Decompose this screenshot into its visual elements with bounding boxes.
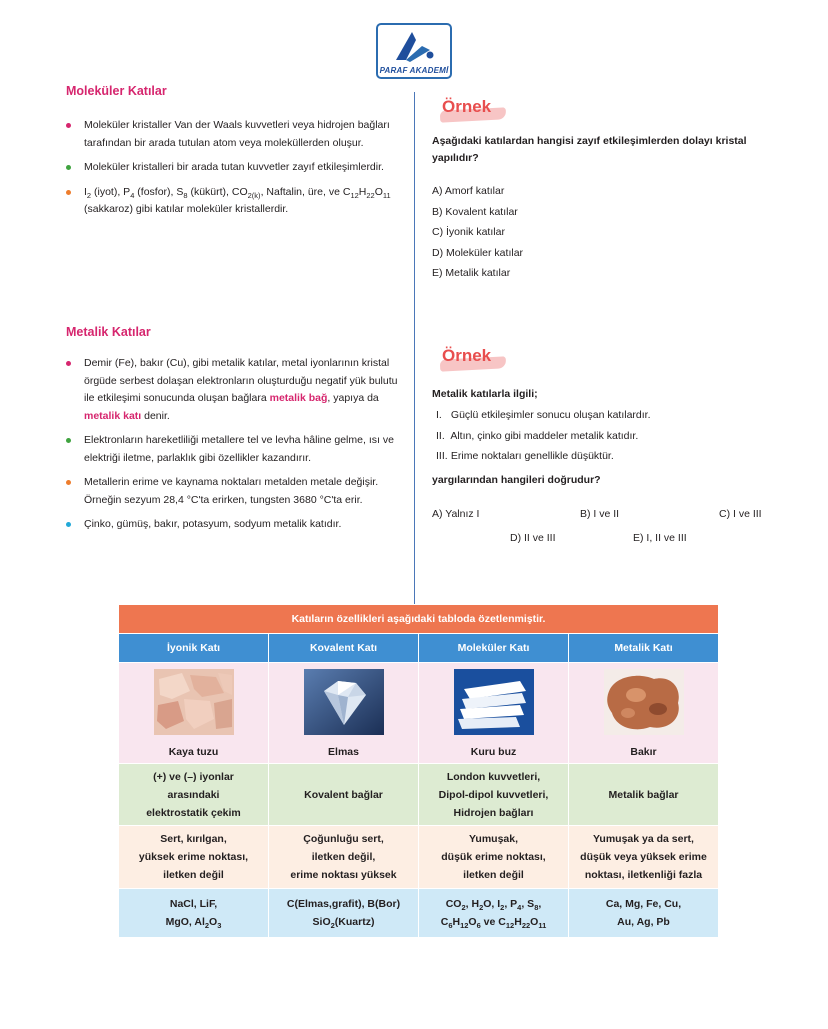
bullet-icon xyxy=(66,165,71,170)
option-c[interactable]: C) I ve III xyxy=(719,508,762,520)
dry-ice-image xyxy=(454,669,534,735)
caption-copper: Bakır xyxy=(630,746,657,758)
statement-3: III. Erime noktaları genellikle düşüktür. xyxy=(436,450,614,462)
list-item: Demir (Fe), bakır (Cu), gibi metalik katılar, metal iyonlarının kristal örgüde serbest dolaşan elektronların oluşturduğu negatif yük bulutu ile etkileşimi sonucunda oluşan bağlara metalik bağ, yapıya da metalik katı denir. xyxy=(66,355,398,425)
example-label-2: Örnek xyxy=(440,346,510,372)
bullet-icon xyxy=(66,361,71,366)
bullet-icon xyxy=(66,522,71,527)
cell-molecular-example xyxy=(419,663,569,764)
column-divider xyxy=(414,92,415,604)
statement-2: II. Altın, çinko gibi maddeler metalik katıdır. xyxy=(436,429,639,442)
option-d[interactable]: D) II ve III xyxy=(510,532,556,544)
caption-rock-salt: Kaya tuzu xyxy=(168,746,219,758)
bullet-icon xyxy=(66,480,71,485)
list-item: Moleküler kristaller Van der Waals kuvvetleri veya hidrojen bağları tarafından bir arada tutulan atom veya moleküllerden oluşur. xyxy=(66,117,398,152)
header-covalent: Kovalent Katı xyxy=(269,634,419,663)
option-c[interactable]: C) İyonik katılar xyxy=(432,226,505,238)
cell-ionic-example xyxy=(119,663,269,764)
table-row xyxy=(119,663,719,764)
rock-salt-image xyxy=(154,669,234,735)
cell-covalent-formulas: C(Elmas,grafit), B(Bor) SiO$_2$(Kuartz) xyxy=(269,889,419,938)
option-d[interactable]: D) Moleküler katılar xyxy=(432,246,524,259)
table-row xyxy=(119,889,719,938)
cell-ionic-bond: (+) ve (–) iyonlar arasındaki elektrostatik çekim xyxy=(119,764,269,826)
cell-molecular-formulas: $CO_2$, $H_2O$, $I_2$, $P_4$, $S_8$, $C_6H_{12}O_6$ ve $C_{12}H_{22}O_{11}$ xyxy=(419,889,569,938)
list-item: $I_2$ (iyot), $P_4$ (fosfor), $S_8$ (kükürt), $CO_{2(k)}$, Naftalin, üre, ve $C_{12}H_{22}O_{11}$ (sakkaroz) gibi katılar moleküler kristallerdir. xyxy=(66,184,398,219)
caption-dry-ice: Kuru buz xyxy=(470,746,517,758)
option-a[interactable]: A) Yalnız I xyxy=(432,508,480,520)
logo-mark-icon xyxy=(392,28,438,64)
list-item: Metallerin erime ve kaynama noktaları metalden metale değişir. Örneğin sezyum 28,4 °C'ta erirken, tungsten 3680 °C'ta erir. xyxy=(66,474,398,509)
table-row xyxy=(119,764,719,826)
logo xyxy=(376,23,452,79)
list-item: Çinko, gümüş, bakır, potasyum, sodyum metalik katıdır. xyxy=(66,516,398,534)
section-title-metallic: Metalik Katılar xyxy=(66,325,151,339)
copper-image xyxy=(604,669,684,735)
header-ionic: İyonik Katı xyxy=(119,634,269,663)
diamond-image xyxy=(304,669,384,735)
option-b[interactable]: B) I ve II xyxy=(580,508,620,520)
molecular-list xyxy=(66,117,398,219)
header-molecular: Moleküler Katı xyxy=(419,634,569,663)
properties-table xyxy=(118,604,719,938)
example-1-options xyxy=(432,181,523,284)
table-row xyxy=(119,826,719,889)
cell-metallic-formulas: Ca, Mg, Fe, Cu, Au, Ag, Pb xyxy=(569,889,719,938)
cell-ionic-props: Sert, kırılgan, yüksek erime noktası, iletken değil xyxy=(119,826,269,889)
option-b[interactable]: B) Kovalent katılar xyxy=(432,205,518,218)
bullet-icon xyxy=(66,438,71,443)
metallic-list xyxy=(66,355,398,534)
cell-covalent-example xyxy=(269,663,419,764)
table-title: Katıların özellikleri aşağıdaki tabloda özetlenmiştir. xyxy=(119,605,719,634)
cell-molecular-bond: London kuvvetleri, Dipol-dipol kuvvetleri, Hidrojen bağları xyxy=(419,764,569,826)
example-2-statements xyxy=(436,405,651,467)
logo-text: PARAF AKADEMİ xyxy=(379,66,449,75)
statement-1: I. Güçlü etkileşimler sonucu oluşan katılardır. xyxy=(436,409,651,421)
cell-metallic-bond: Metalik bağlar xyxy=(569,764,719,826)
highlight-metalik-kati: metalik katı xyxy=(84,409,142,422)
header-metallic: Metalik Katı xyxy=(569,634,719,663)
option-e[interactable]: E) I, II ve III xyxy=(633,532,687,544)
list-item: Moleküler kristalleri bir arada tutan kuvvetler zayıf etkileşimlerdir. xyxy=(66,159,398,177)
cell-metallic-props: Yumuşak ya da sert, düşük veya yüksek erime noktası, iletkenliği fazla xyxy=(569,826,719,889)
example-2-intro: Metalik katılarla ilgili; xyxy=(432,388,538,400)
section-title-molecular: Moleküler Katılar xyxy=(66,84,167,98)
option-e[interactable]: E) Metalik katılar xyxy=(432,267,511,279)
example-2-question: yargılarından hangileri doğrudur? xyxy=(432,474,601,486)
option-a[interactable]: A) Amorf katılar xyxy=(432,185,505,197)
cell-molecular-props: Yumuşak, düşük erime noktası, iletken değil xyxy=(419,826,569,889)
example-1-question: Aşağıdaki katılardan hangisi zayıf etkileşimlerden dolayı kristal yapılıdır? xyxy=(432,135,747,164)
cell-ionic-formulas: NaCl, LiF, MgO, $Al_2O_3$ xyxy=(119,889,269,938)
cell-metallic-example xyxy=(569,663,719,764)
caption-diamond: Elmas xyxy=(328,746,359,758)
list-item: Elektronların hareketliliği metallere tel ve levha hâline gelme, ısı ve elektriği iletme, parlaklık gibi özellikler kazandırır. xyxy=(66,432,398,467)
highlight-metalik-bag: metalik bağ xyxy=(269,392,328,404)
cell-covalent-props: Çoğunluğu sert, iletken değil, erime noktası yüksek xyxy=(269,826,419,889)
bullet-icon xyxy=(66,190,71,195)
bullet-icon xyxy=(66,123,71,128)
cell-covalent-bond: Kovalent bağlar xyxy=(269,764,419,826)
example-label-1: Örnek xyxy=(440,97,510,123)
